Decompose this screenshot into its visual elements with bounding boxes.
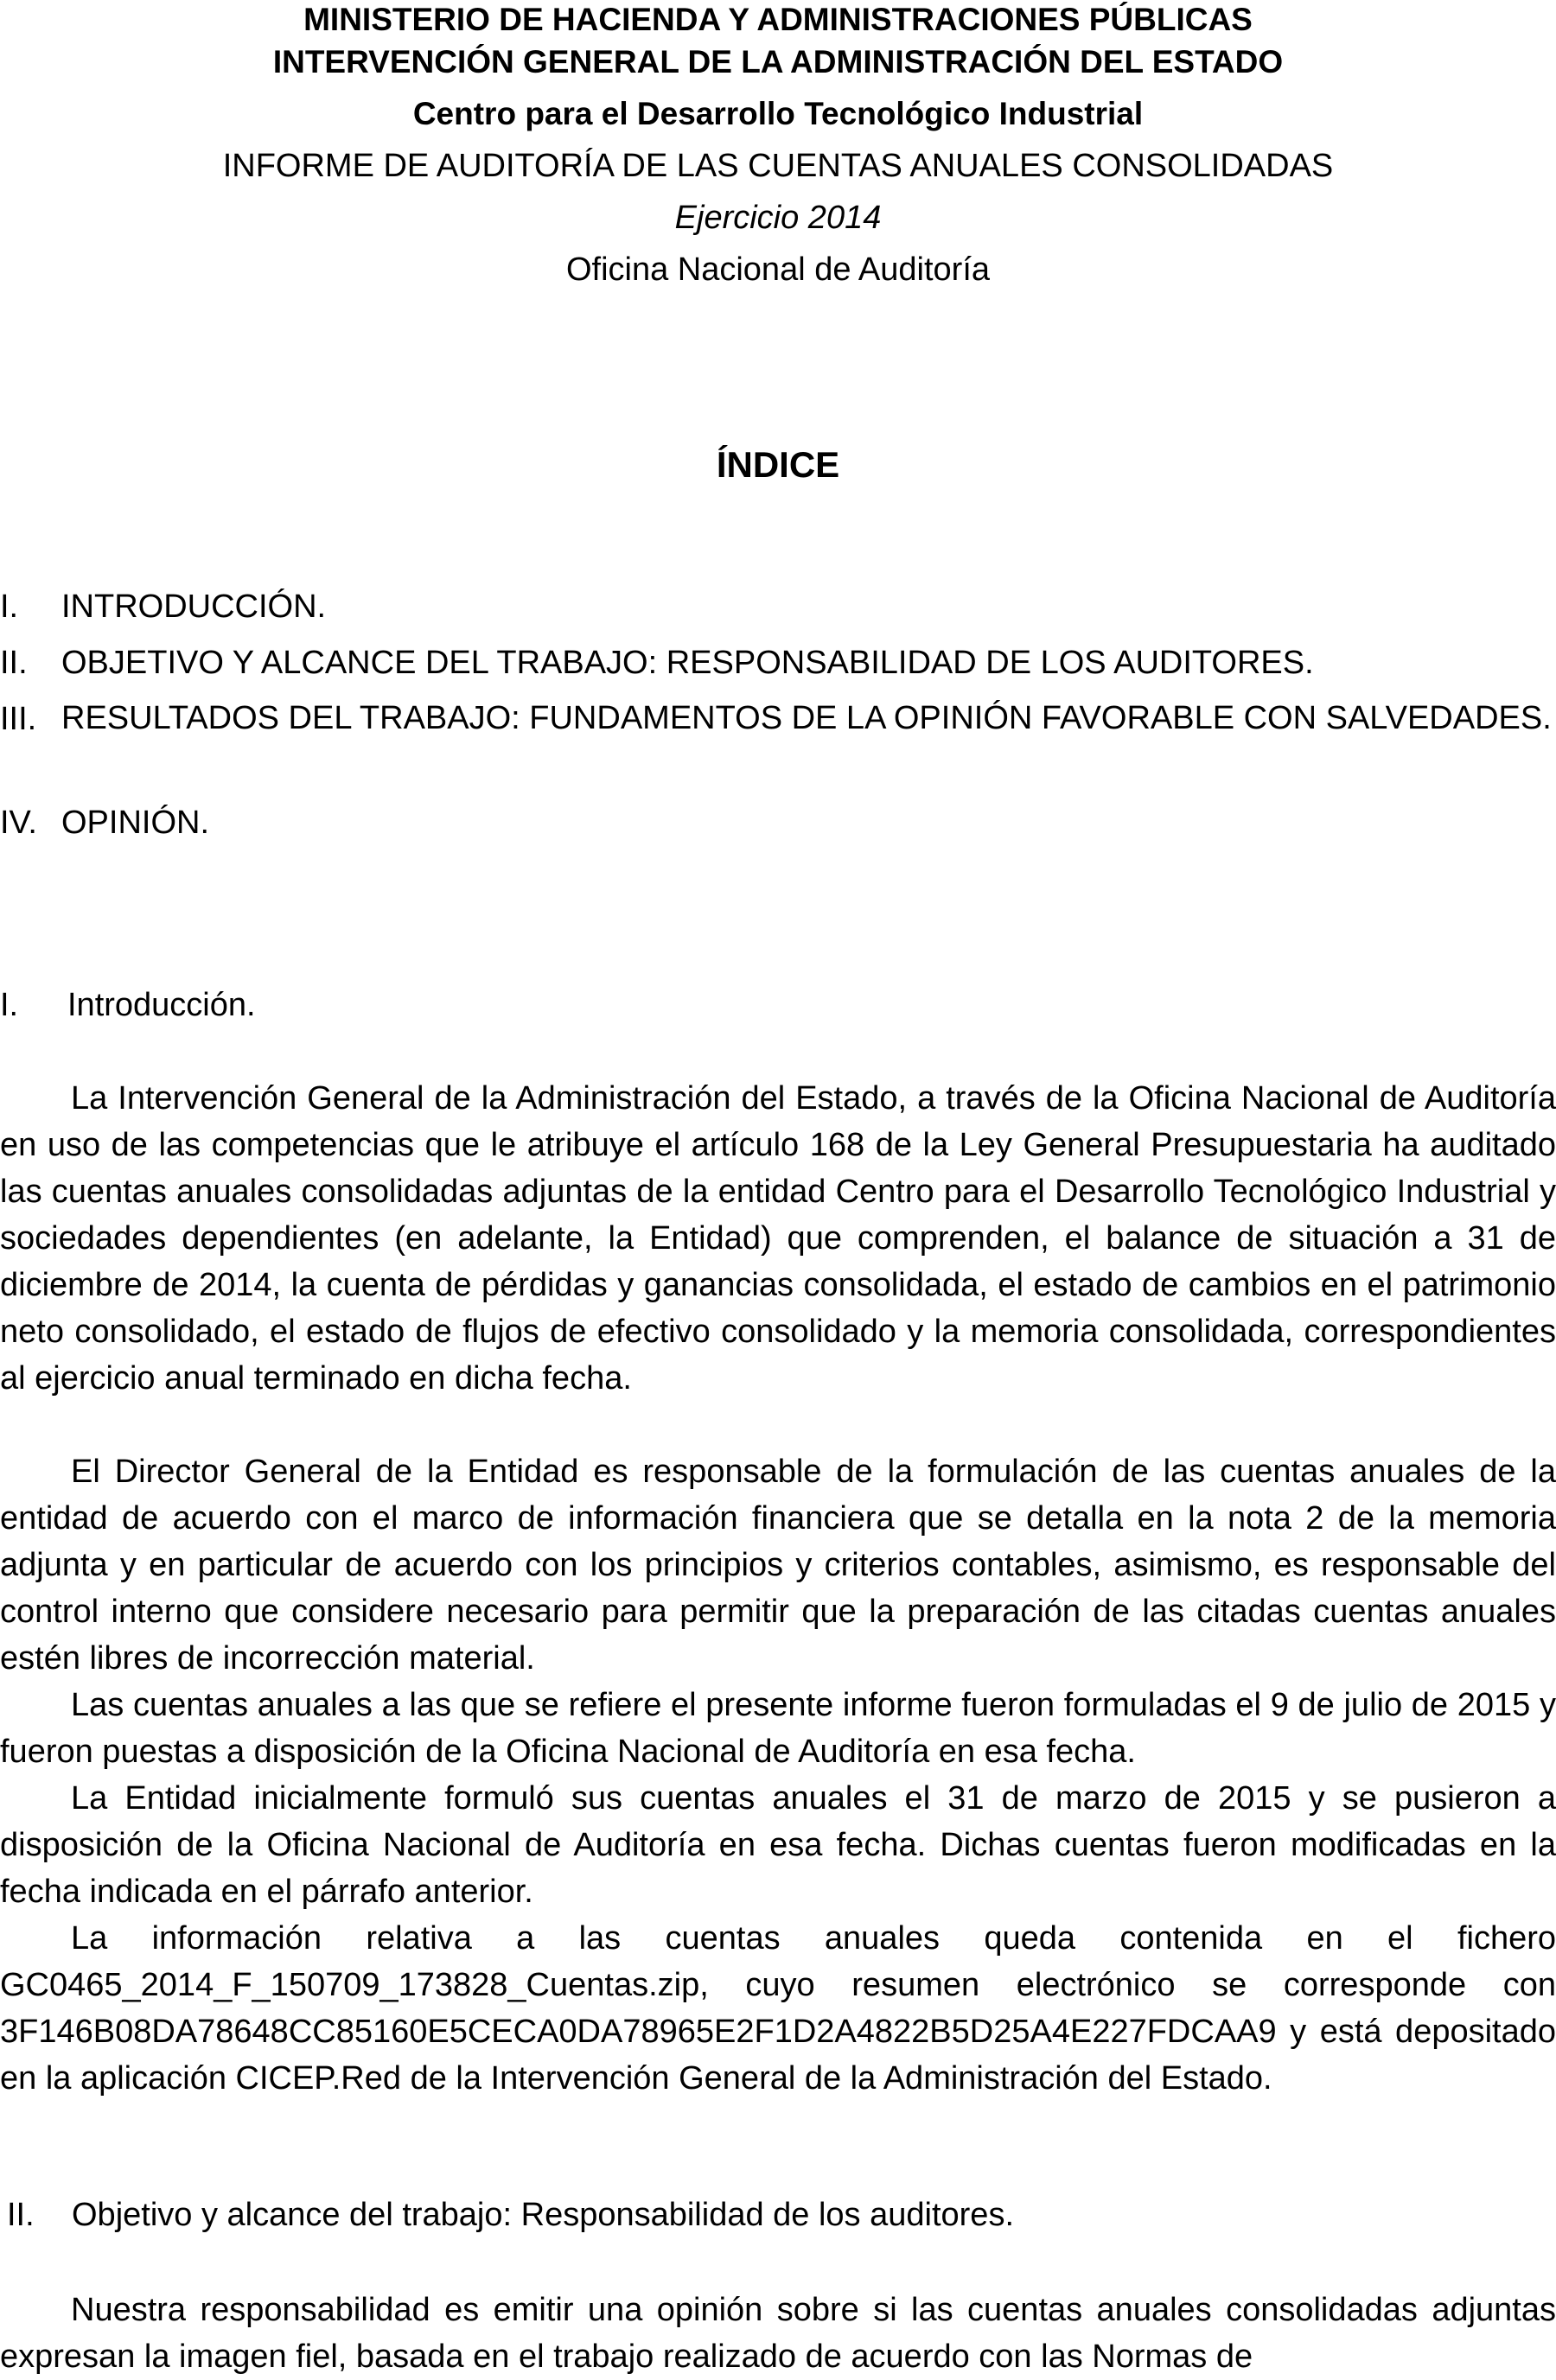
index-item-text: RESULTADOS DEL TRABAJO: FUNDAMENTOS DE LA OPINIÓN FAVORABLE CON SALVEDADES. [61, 700, 1552, 736]
ministry-heading: MINISTERIO DE HACIENDA Y ADMINISTRACIONES PÚBLICAS [303, 2, 1253, 37]
entity-heading: Centro para el Desarrollo Tecnológico Industrial [412, 96, 1144, 131]
body-paragraph: Nuestra responsabilidad es emitir una opinión sobre si las cuentas anuales consolidadas adjuntas expresan la imagen fiel, basada en el trabajo realizado de acuerdo con las Normas de [0, 2292, 1556, 2375]
body-paragraph: El Director General de la Entidad es responsable de la formulación de las cuentas anuales de la entidad de acuerdo con el marco de información financiera que se detalla en la nota 2 de la memoria adjunta y en particular de acuerdo con los principios y criterios contables, asimismo, es responsable del control interno que considere necesario para permitir que la preparación de las citadas cuentas anuales estén libres de incorrección material. [0, 1454, 1556, 1677]
index-title: ÍNDICE [716, 444, 840, 485]
report-title: INFORME DE AUDITORÍA DE LAS CUENTAS ANUALES CONSOLIDADAS [222, 148, 1334, 184]
index-item-text: INTRODUCCIÓN. [61, 589, 327, 625]
body-paragraph: La Intervención General de la Administración del Estado, a través de la Oficina Nacional de Auditoría en uso de las competencias que le atribuye el artículo 168 de la Ley General Presupuestaria ha auditado las cuentas anuales consolidadas adjuntas de la entidad Centro para el Desarrollo Tecnológico Industrial y sociedades dependientes (en adelante, la Entidad) que comprenden, el balance de situación a 31 de diciembre de 2014, la cuenta de pérdidas y ganancias consolidada, el estado de cambios en el patrimonio neto consolidado, el estado de flujos de efectivo consolidado y la memoria consolidada, correspondientes al ejercicio anual terminado en dicha fecha. [0, 1080, 1556, 1397]
audit-office: Oficina Nacional de Auditoría [565, 251, 991, 288]
fiscal-year: Ejercicio 2014 [674, 200, 882, 236]
index-item-number: II. [0, 645, 28, 681]
section-number: I. [0, 987, 19, 1023]
section-number: II. [7, 2197, 35, 2233]
intervention-heading: INTERVENCIÓN GENERAL DE LA ADMINISTRACIÓN DEL ESTADO [272, 44, 1284, 80]
body-paragraph: Las cuentas anuales a las que se refiere el presente informe fueron formuladas el 9 de julio de 2015 y fueron puestas a disposición de la Oficina Nacional de Auditoría en esa fecha. [0, 1687, 1556, 1770]
index-item-number: I. [0, 589, 19, 625]
index-item-number: III. [0, 701, 37, 737]
body-paragraph: La Entidad inicialmente formuló sus cuentas anuales el 31 de marzo de 2015 y se pusieron a disposición de la Oficina Nacional de Auditoría en esa fecha. Dichas cuentas fueron modificadas en la fecha indicada en el párrafo anterior. [0, 1780, 1556, 1910]
section-title: Introducción. [67, 987, 256, 1023]
body-paragraph: La información relativa a las cuentas anuales queda contenida en el fichero GC0465_2014_F_150709_173828_Cuentas.zip, cuyo resumen electrónico se corresponde con 3F146B08DA78648CC85160E5CECA0DA78965E2F1D2A4822B5D25A4E227FDCAA9 y está depositado en la aplicación CICEP.Red de la Intervención General de la Administración del Estado. [0, 1920, 1556, 2097]
index-item-text: OPINIÓN. [61, 805, 210, 841]
index-item-number: IV. [0, 805, 37, 841]
section-title: Objetivo y alcance del trabajo: Responsabilidad de los auditores. [72, 2197, 1014, 2233]
index-item-text: OBJETIVO Y ALCANCE DEL TRABAJO: RESPONSABILIDAD DE LOS AUDITORES. [61, 645, 1314, 681]
